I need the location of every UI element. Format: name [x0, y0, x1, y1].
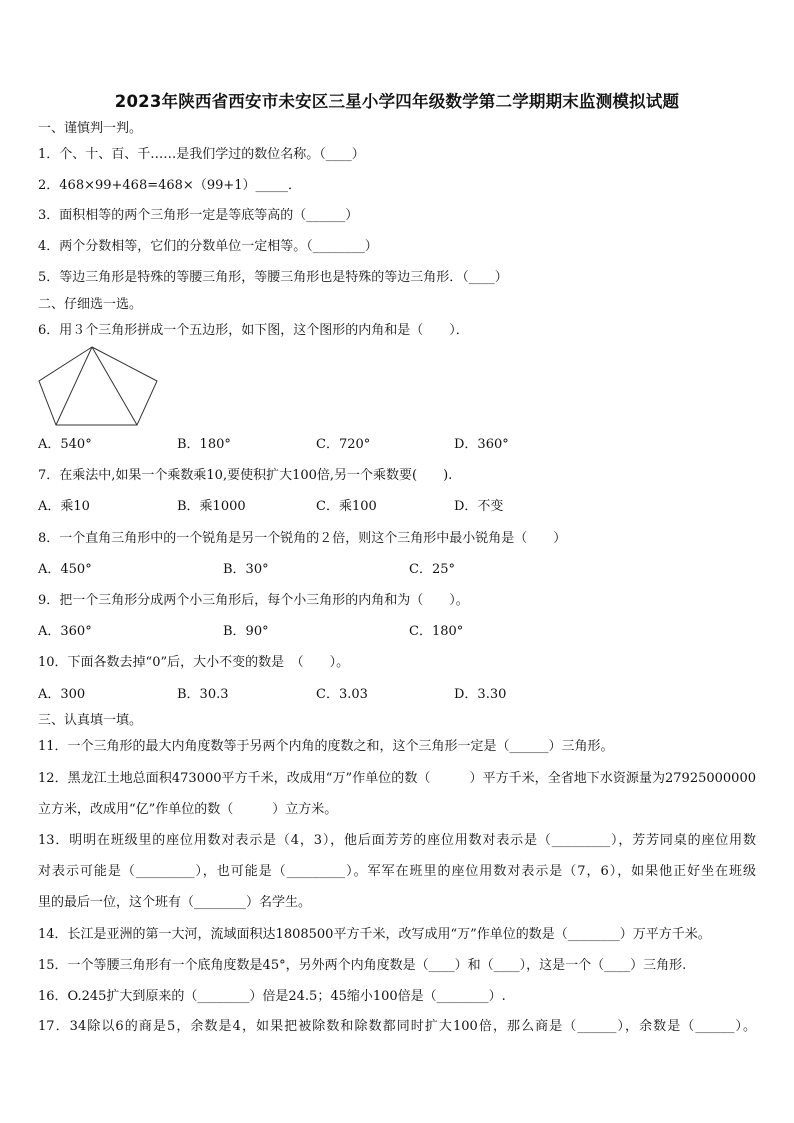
- question-4: 4．两个分数相等，它们的分数单位一定相等。（________）: [38, 239, 378, 254]
- question-13-line-2: 对表示可能是（_________），也可能是（_________）。军军在班里的座位用数对表示是（7，6），如果他正好坐在班级: [38, 864, 756, 879]
- question-2: 2．468×99+468=468×（99+1）_____．: [38, 178, 302, 193]
- section-heading-3: 三、认真填一填。: [38, 713, 143, 728]
- q10-option-a: A．300: [38, 687, 86, 702]
- question-5: 5．等边三角形是特殊的等腰三角形，等腰三角形也是特殊的等边三角形．（____）: [38, 270, 508, 285]
- q10-option-b: B．30.3: [177, 687, 229, 702]
- q6-option-d: D．360°: [454, 437, 509, 452]
- question-15: 15．一个等腰三角形有一个底角度数是45°，另外两个内角度数是（____）和（____），这是一个（____）三角形.: [38, 958, 687, 973]
- q9-option-c: C．180°: [409, 624, 464, 639]
- section-heading-2: 二、仔细选一选。: [38, 297, 143, 312]
- q8-option-a: A．450°: [38, 562, 92, 577]
- question-13-line-3: 里的最后一位，这个班有（________）名学生。: [38, 895, 312, 910]
- q10-option-c: C．3.03: [316, 687, 368, 702]
- q9-option-b: B．90°: [223, 624, 269, 639]
- q6-option-a: A．540°: [38, 437, 92, 452]
- question-10: 10．下面各数去掉“0”后，大小不变的数是 （ ）。: [38, 655, 350, 670]
- q6-option-b: B．180°: [177, 437, 231, 452]
- question-11: 11．一个三角形的最大内角度数等于另两个内角的度数之和，这个三角形一定是（______）三角形。: [38, 739, 614, 754]
- q7-option-c: C．乘100: [316, 499, 377, 514]
- question-8: 8．一个直角三角形中的一个锐角是另一个锐角的２倍，则这个三角形中最小锐角是（ ）: [38, 531, 567, 546]
- q10-option-d: D．3.30: [454, 687, 507, 702]
- pentagon-figure: [36, 345, 162, 427]
- q7-option-b: B．乘1000: [177, 499, 246, 514]
- question-17: 17．34除以6的商是5，余数是4，如果把被除数和除数都同时扩大100倍，那么商是（______），余数是（______）。: [38, 1019, 756, 1034]
- question-14: 14．长江是亚洲的第一大河，流域面积达1808500平方千米，改写成用“万”作单位的数是（________）万平方千米。: [38, 927, 711, 942]
- q8-option-b: B．30°: [223, 562, 269, 577]
- question-1: 1．个、十、百、千……是我们学过的数位名称。（____）: [38, 147, 365, 162]
- pentagon-outline: [39, 347, 157, 425]
- question-7: 7．在乘法中,如果一个乘数乘10,要使积扩大100倍,另一个乘数要( ).: [38, 468, 453, 483]
- page-title: 2023年陕西省西安市未安区三星小学四年级数学第二学期期末监测模拟试题: [114, 92, 680, 111]
- question-6: 6．用３个三角形拼成一个五边形，如下图，这个图形的内角和是（ ）．: [38, 323, 469, 338]
- q8-option-c: C．25°: [409, 562, 455, 577]
- q7-option-a: A．乘10: [38, 499, 90, 514]
- question-9: 9．把一个三角形分成两个小三角形后，每个小三角形的内角和为（ ）。: [38, 593, 469, 608]
- q6-option-c: C．720°: [316, 437, 371, 452]
- question-3: 3．面积相等的两个三角形一定是等底等高的（______）: [38, 208, 359, 223]
- q7-option-d: D．不变: [454, 499, 504, 514]
- question-12-line-2: 立方米，改成用“亿”作单位的数（ ）立方米。: [38, 802, 338, 817]
- section-heading-1: 一、谨慎判一判。: [38, 121, 143, 136]
- question-13-line-1: 13．明明在班级里的座位用数对表示是（4，3），他后面芳芳的座位用数对表示是（_________），芳芳同桌的座位用数: [38, 833, 756, 848]
- question-12-line-1: 12．黑龙江土地总面积473000平方千米，改成用“万”作单位的数（ ）平方千米，全省地下水资源量为27925000000: [38, 771, 756, 786]
- question-16: 16．O.245扩大到原来的（________）倍是24.5；45缩小100倍是（________）.: [38, 989, 506, 1004]
- q9-option-a: A．360°: [38, 624, 92, 639]
